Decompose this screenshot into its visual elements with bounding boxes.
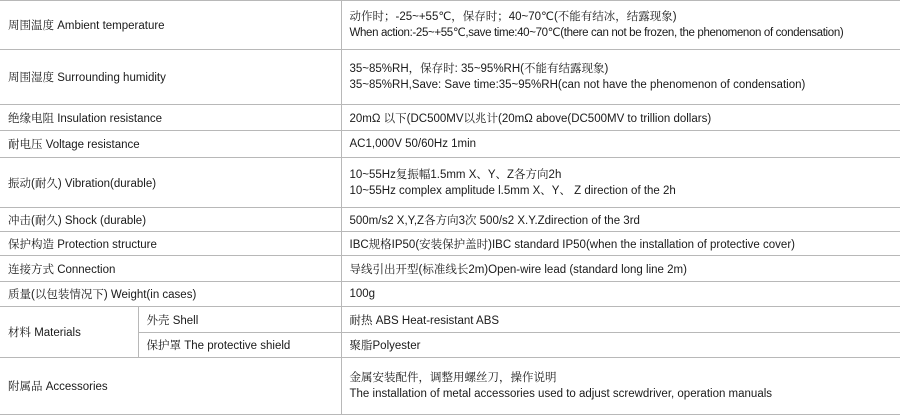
row-shock — [0, 208, 900, 232]
connection-label: 连接方式 Connection — [0, 256, 341, 282]
shock-value: 500m/s2 X,Y,Z各方向3次 500/s2 X.Y.Zdirection of the 3rd — [341, 208, 900, 232]
ambient-label: 周围温度 Ambient temperature — [0, 1, 341, 50]
shock-label: 冲击(耐久) Shock (durable) — [0, 208, 341, 232]
row-surrounding-humidity — [0, 50, 900, 105]
accessories-label: 附属品 Accessories — [0, 358, 341, 415]
connection-value: 导线引出开型(标准线长2m)Open-wire lead (standard long line 2m) — [341, 256, 900, 282]
materials-shell-label: 外壳 Shell — [138, 307, 341, 333]
row-voltage-resistance — [0, 131, 900, 158]
voltage-label: 耐电压 Voltage resistance — [0, 131, 341, 158]
row-insulation-resistance — [0, 105, 900, 131]
insulation-label: 绝缘电阻 Insulation resistance — [0, 105, 341, 131]
protection-value: IBC规格IP50(安装保护盖时)IBC standard IP50(when the installation of protective cover) — [341, 232, 900, 256]
materials-shield-value: 聚脂Polyester — [341, 333, 900, 358]
materials-shield-label: 保护罩 The protective shield — [138, 333, 341, 358]
row-protection-structure — [0, 232, 900, 256]
insulation-value: 20mΩ 以下(DC500MV以兆计(20mΩ above(DC500MV to trillion dollars) — [341, 105, 900, 131]
accessories-value-line2: The installation of metal accessories used to adjust screwdriver, operation manuals — [349, 388, 773, 400]
vibration-value — [341, 158, 900, 208]
accessories-value — [341, 358, 900, 415]
humidity-value-line2: 35~85%RH,Save: Save time:35~95%RH(can not have the phenomenon of condensation) — [349, 79, 806, 91]
humidity-value-line1: 35~85%RH，保存时: 35~95%RH(不能有结露现象) — [349, 63, 609, 75]
humidity-value — [341, 50, 900, 105]
vibration-label: 振动(耐久) Vibration(durable) — [0, 158, 341, 208]
ambient-value-line1: 动作时；-25~+55℃，保存时；40~70℃(不能有结冰，结露现象) — [349, 11, 677, 23]
row-vibration — [0, 158, 900, 208]
accessories-value-line1: 金属安装配件，调整用螺丝刀，操作说明 — [349, 372, 557, 384]
materials-shell-value: 耐热 ABS Heat-resistant ABS — [341, 307, 900, 333]
weight-label: 质量(以包装情况下) Weight(in cases) — [0, 282, 341, 307]
humidity-label: 周围湿度 Surrounding humidity — [0, 50, 341, 105]
vibration-value-line1: 10~55Hz复振幅1.5mm X、Y、Z各方向2h — [349, 168, 562, 181]
weight-value: 100g — [341, 282, 900, 307]
row-materials-shell — [0, 307, 900, 333]
protection-label: 保护构造 Protection structure — [0, 232, 341, 256]
row-weight — [0, 282, 900, 307]
materials-label: 材料 Materials — [0, 307, 138, 358]
row-ambient-temperature — [0, 1, 900, 50]
voltage-value: AC1,000V 50/60Hz 1min — [341, 131, 900, 158]
row-accessories — [0, 358, 900, 415]
ambient-value-line2: When action:-25~+55℃,save time:40~70℃(there can not be frozen, the phenomenon of condensation) — [349, 27, 844, 39]
row-connection — [0, 256, 900, 282]
ambient-value — [341, 1, 900, 50]
vibration-value-line2: 10~55Hz complex amplitude l.5mm X、Y、 Z direction of the 2h — [349, 184, 676, 197]
